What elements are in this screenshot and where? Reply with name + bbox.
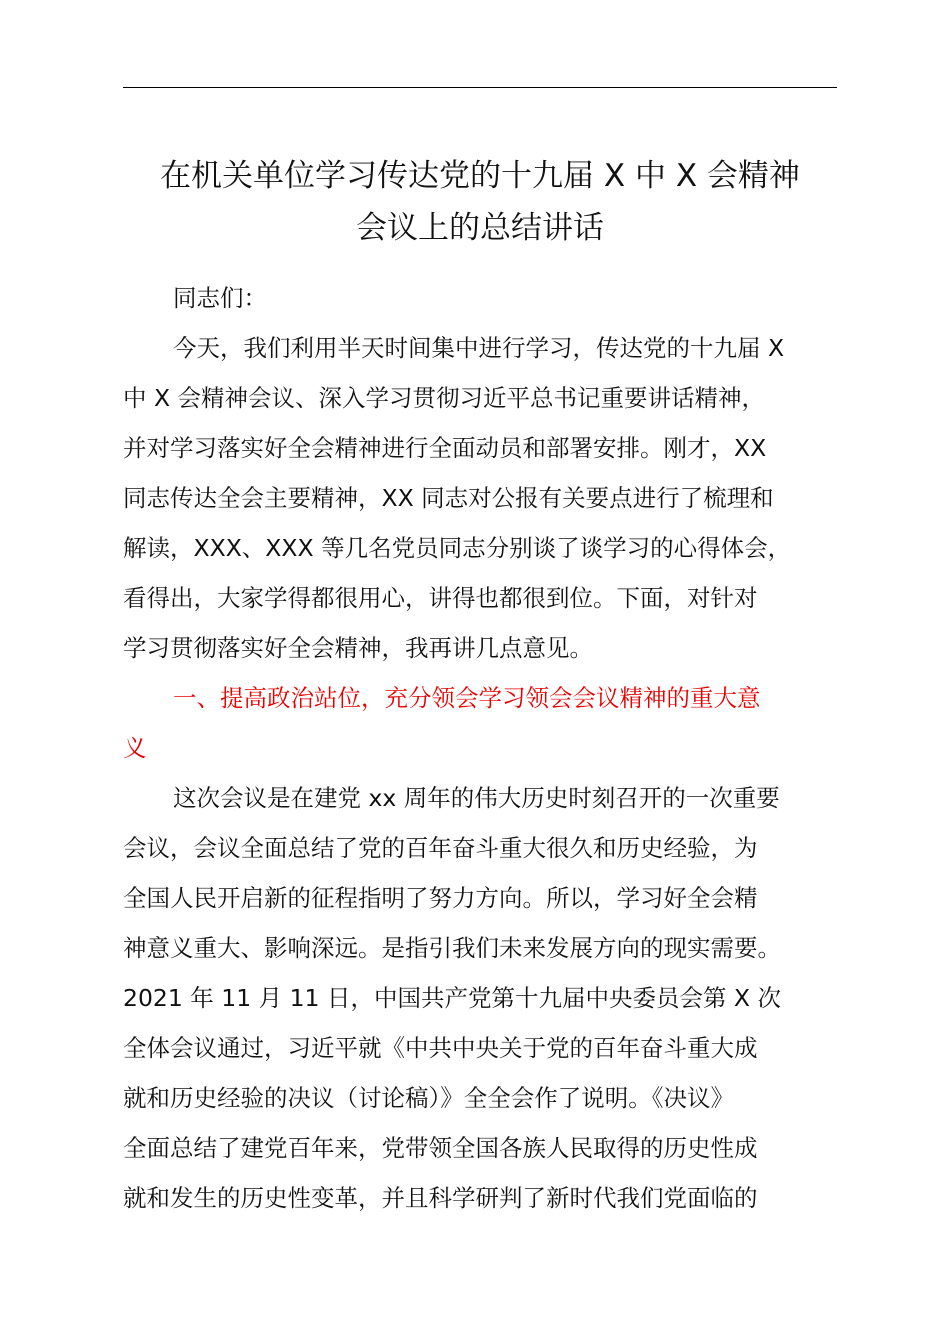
paragraph-line: 就和历史经验的决议（讨论稿）》全全会作了说明。《决议》 (123, 1084, 734, 1112)
paragraph-line: 学习贯彻落实好全会精神，我再讲几点意见。 (123, 634, 593, 662)
paragraph-line: 全体会议通过，习近平就《中共中央关于党的百年奋斗重大成 (123, 1034, 758, 1062)
paragraph-line: 神意义重大、影响深远。是指引我们未来发展方向的现实需要。 (123, 934, 781, 962)
section-heading-line: 一、提高政治站位，充分领会学习领会会议精神的重大意 (173, 684, 761, 712)
paragraph-line: 并对学习落实好全会精神进行全面动员和部署安排。刚才，XX (123, 434, 767, 462)
paragraph-line: 解读，XXX、XXX 等几名党员同志分别谈了谈学习的心得体会， (123, 534, 792, 562)
paragraph-line: 同志传达全会主要精神，XX 同志对公报有关要点进行了梳理和 (123, 484, 774, 512)
paragraph-line: 中 X 会精神会议、深入学习贯彻习近平总书记重要讲话精神， (123, 384, 766, 412)
header-rule (123, 87, 837, 88)
paragraph-line: 全国人民开启新的征程指明了努力方向。所以，学习好全会精 (123, 884, 758, 912)
paragraph-line: 全面总结了建党百年来，党带领全国各族人民取得的历史性成 (123, 1134, 758, 1162)
paragraph-line: 看得出，大家学得都很用心，讲得也都很到位。下面，对针对 (123, 584, 758, 612)
paragraph-line: 这次会议是在建党 xx 周年的伟大历史时刻召开的一次重要 (173, 784, 780, 812)
title-line: 在机关单位学习传达党的十九届 X 中 X 会精神 (160, 158, 800, 194)
paragraph-line: 今天，我们利用半天时间集中进行学习，传达党的十九届 X (173, 334, 785, 362)
paragraph-line: 就和发生的历史性变革，并且科学研判了新时代我们党面临的 (123, 1184, 758, 1212)
document-title (110, 150, 850, 254)
title-line: 会议上的总结讲话 (356, 210, 604, 246)
salutation: 同志们： (173, 284, 267, 312)
paragraph-line: 2021 年 11 月 11 日，中国共产党第十九届中央委员会第 X 次 (123, 984, 781, 1012)
paragraph-line: 会议，会议全面总结了党的百年奋斗重大很久和历史经验，为 (123, 834, 758, 862)
section-heading-line: 义 (123, 734, 147, 762)
